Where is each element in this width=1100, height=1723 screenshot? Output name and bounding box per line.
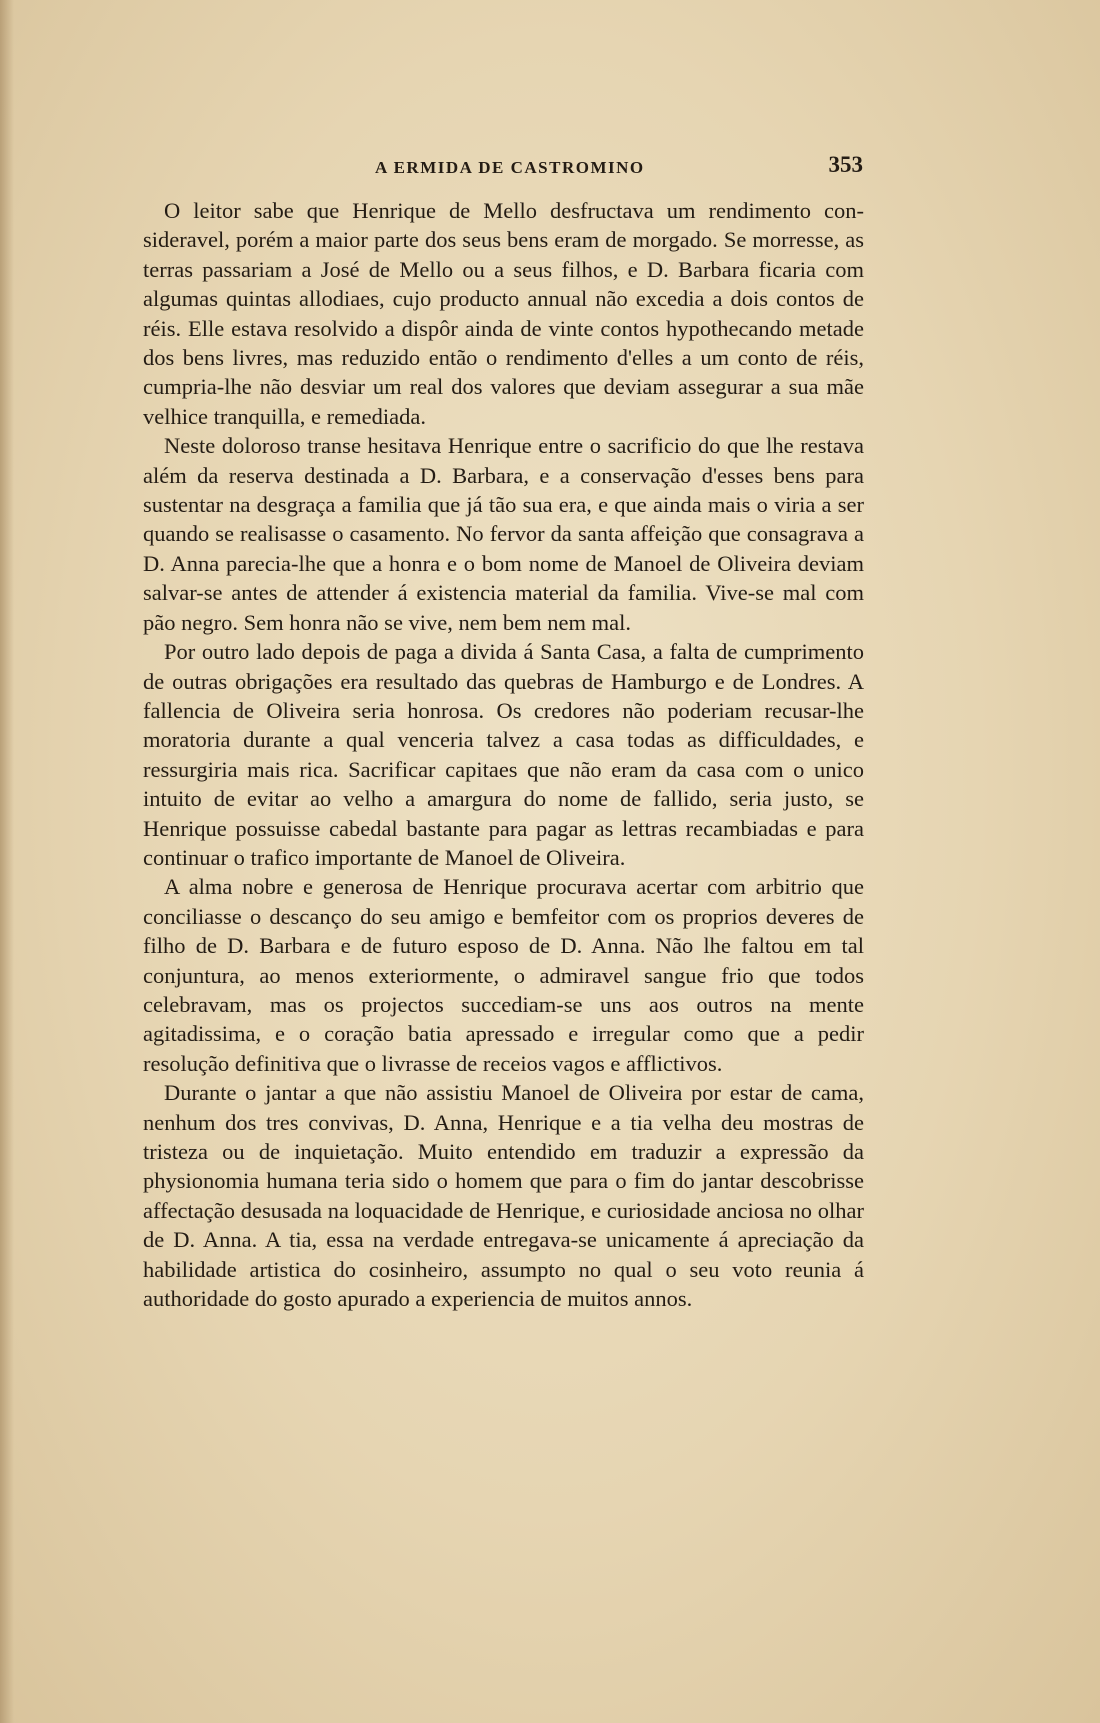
paragraph: O leitor sabe que Henrique de Mello desfructava um rendimento consideravel, porém a maior parte dos seus bens eram de morgado. Se morresse, as terras passariam a José de Mello ou a seus filhos, e D. Barbara ficaria com algumas quintas allodiaes, cujo producto annual não excedia a dois contos de réis. Elle estava resolvido a dispôr ainda de vinte contos hypothecando metade dos bens livres, mas reduzido então o rendimento d'elles a um conto de réis, cumpria-lhe não desviar um real dos valores que deviam assegurar a sua mãe velhice tranquilla, e remediada. (143, 198, 864, 429)
paragraph: Por outro lado depois de paga a divida á Santa Casa, a falta de cumprimento de outras obrigações era resultado das quebras de Hamburgo e de Londres. A fallencia de Oliveira seria honrosa. Os credores não poderiam recusar-lhe moratoria durante a qual venceria talvez a casa todas as difficuldades, e ressurgiria mais rica. Sacrificar capitaes que não eram da casa com o unico intuito de evitar ao velho a amargura do nome de fallido, seria justo, se Henrique possuisse cabedal bastante para pagar as lettras recambiadas e para continuar o trafico importante de Manoel de Oliveira. (143, 639, 864, 870)
body-text (143, 196, 864, 1313)
paragraph: Neste doloroso transe hesitava Henrique entre o sacrificio do que lhe restava além da reserva destinada a D. Barbara, e a conservação d'esses bens para sustentar na desgraça a familia que já tão sua era, e que ainda mais o viria a ser quando se realisasse o casamento. No fervor da santa affeição que consagrava a D. Anna parecia-lhe que a honra e o bom nome de Manoel de Oliveira deviam salvar-se antes de attender á existencia material da familia. Vive-se mal com pão negro. Sem honra não se vive, nem bem nem mal. (143, 433, 864, 635)
running-title: A ERMIDA DE CASTROMINO (375, 158, 645, 177)
paragraph: A alma nobre e generosa de Henrique procurava acertar com arbitrio que conciliasse o descanço do seu amigo e bemfeitor com os proprios deveres de filho de D. Barbara e de futuro esposo de D. Anna. Não lhe faltou em tal conjuntura, ao menos exteriormente, o admiravel sangue frio que todos celebravam, mas os projectos succediam-se uns aos outros na mente agitadissima, e o coração batia apressado e irregular como que a pedir resolução definitiva que o livrasse de receios vagos e afflictivos. (143, 874, 864, 1076)
running-head (143, 152, 863, 182)
paragraph: Durante o jantar a que não assistiu Manoel de Oliveira por estar de cama, nenhum dos tres convivas, D. Anna, Henrique e a tia velha deu mostras de tristeza ou de inquietação. Muito entendido em traduzir a expressão da physionomia humana teria sido o homem que para o fim do jantar descobrisse affectação desusada na loquacidade de Henrique, e curiosidade anciosa no olhar de D. Anna. A tia, essa na verdade entregava-se unicamente á apreciação da habilidade artistica do cosinheiro, assumpto no qual o seu voto reunia á authoridade do gosto apurado a experiencia de muitos annos. (143, 1080, 864, 1312)
page-number: 353 (828, 152, 863, 177)
